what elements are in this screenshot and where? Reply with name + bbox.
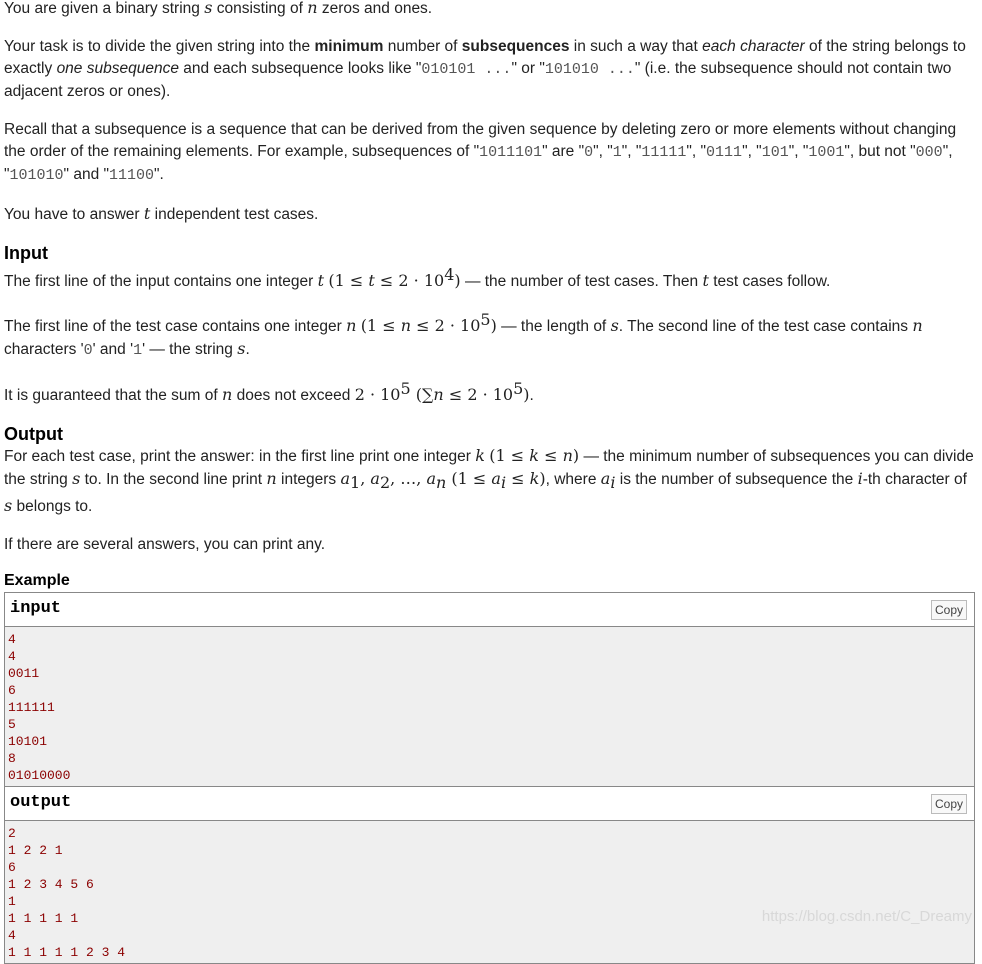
output-line: 6 [8, 859, 16, 875]
input-line: 8 [8, 750, 16, 766]
watermark: https://blog.csdn.net/C_Dreamy [761, 908, 972, 925]
input-line: 5 [8, 716, 16, 732]
example-title: Example [4, 571, 70, 589]
input-line: 4 [8, 631, 16, 647]
problem-statement [4, 0, 974, 964]
input-line-1: The first line of the input contains one integer t $(1 \le t \le 2 \cdot 10^4)$ — the number of test cases. Then t test cases follow. [4, 265, 831, 291]
input-line-2: The first line of the test case contains one integer n $(1 \le n \le 2 \cdot 10^5)$ — the length of s. The second line of the test case contains n characters '0' and '1' — the string s. [4, 310, 923, 360]
input-line-3: It is guaranteed that the sum of n does not exceed $2 \cdot 10^5$ $(\sum n \le 2 \cdot 10^5)$. [4, 379, 534, 405]
output-line: 2 [8, 825, 16, 841]
output-header [5, 786, 974, 821]
output-line-2: If there are several answers, you can print any. [4, 535, 326, 553]
input-header [5, 593, 974, 627]
paragraph-test-cases: You have to answer t independent test cases. [4, 204, 319, 223]
output-section-title: Output [4, 424, 63, 445]
input-line: 01010000 [8, 767, 71, 783]
output-line: 1 2 3 4 5 6 [8, 876, 94, 892]
paragraph-intro: You are given a binary string s consisting of n zeros and ones. [4, 0, 433, 17]
input-line: 6 [8, 682, 16, 698]
output-line: 4 [8, 927, 16, 943]
input-line: 0011 [8, 665, 40, 681]
copy-input-button[interactable]: Copy [931, 600, 967, 620]
input-block [5, 627, 974, 786]
output-line: 1 1 1 1 1 [8, 910, 79, 926]
paragraph-task: Your task is to divide the given string into the minimum number of subsequences in such a way that each character of the string belongs to exactly one subsequence and each subsequence looks like "010101 ..." or "101010 ..." (i.e. the subsequence should not contain two adjacent zeros or ones). [4, 38, 966, 100]
output-label: output [10, 792, 72, 812]
output-line: 1 1 1 1 1 2 3 4 [8, 944, 126, 960]
input-line: 111111 [8, 699, 55, 715]
output-line: 1 2 2 1 [8, 842, 63, 858]
output-line-1: For each test case, print the answer: in the first line print one integer k (1 ≤ k ≤ n) — the minimum number of subsequences you can divide the string s to. In the second line print n integers $a_1$, $a_2$, …, $a_n$ $(1 \le a_i \le k)$, where $a_i$ is the number of subsequence the i-th character of s belongs to. [4, 446, 974, 515]
output-block [5, 821, 974, 963]
input-section-title: Input [4, 243, 48, 263]
copy-output-button[interactable]: Copy [931, 794, 967, 814]
paragraph-subsequence-definition: Recall that a subsequence is a sequence that can be derived from the given sequence by deleting zero or more elements without changing the order of the remaining elements. For example, subsequences of "1011101" are "0", "1", "11111", "0111", "101", "1001", but not "000", "101010" and "11100". [4, 121, 957, 184]
input-label: input [10, 598, 62, 618]
input-line: 4 [8, 648, 16, 664]
input-line: 10101 [8, 733, 48, 749]
output-line: 1 [8, 893, 16, 909]
